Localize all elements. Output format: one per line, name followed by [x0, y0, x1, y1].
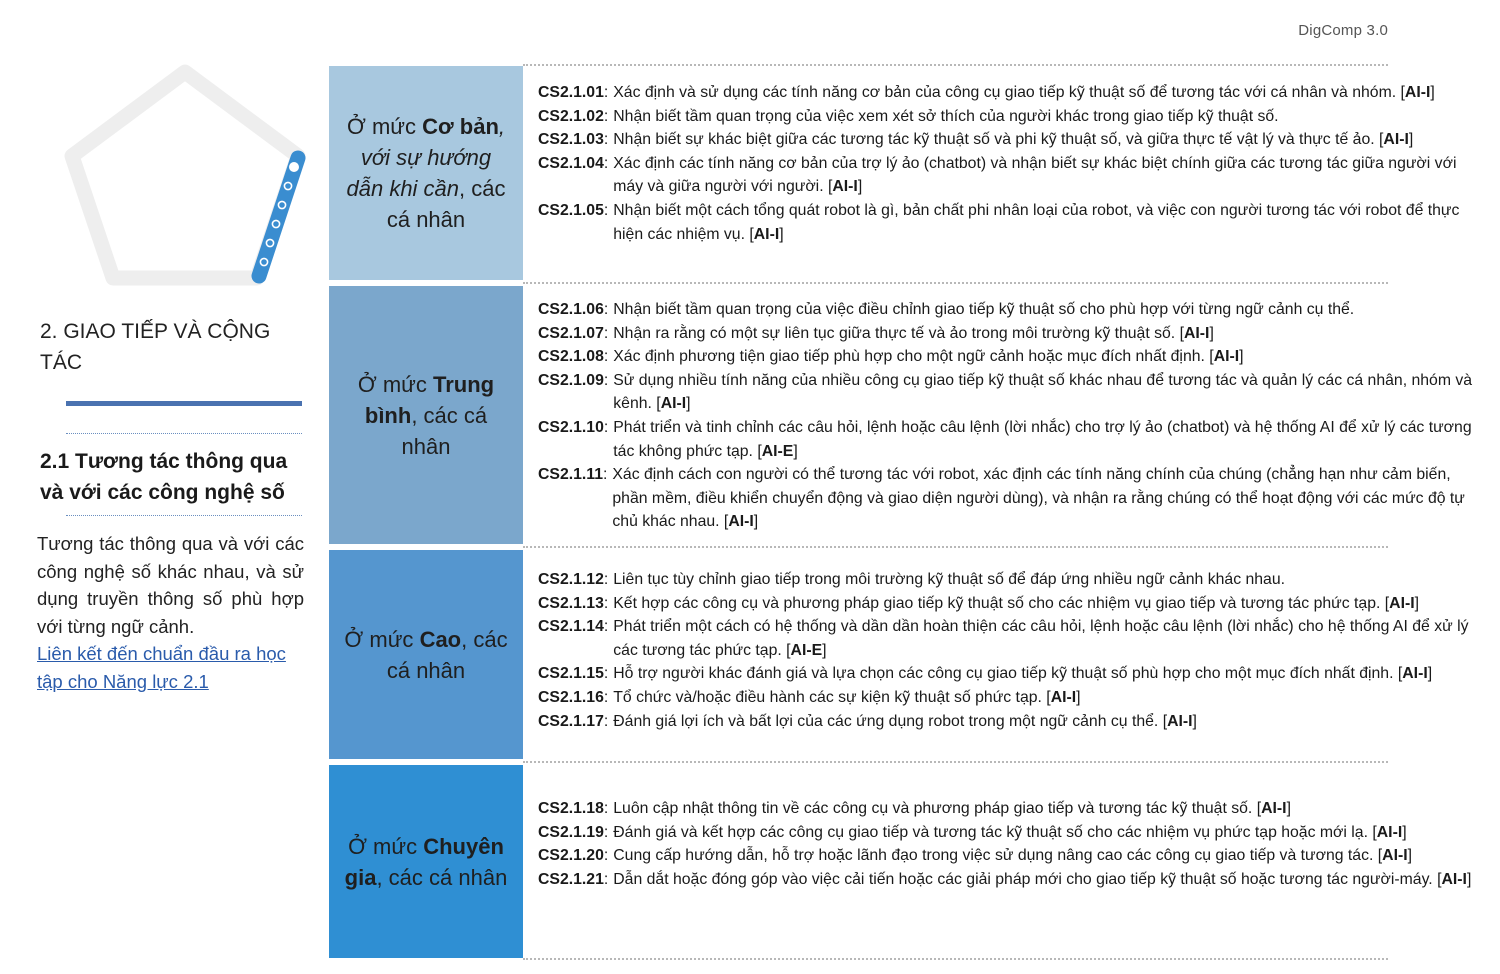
outcome-code: CS2.1.20 [538, 847, 604, 865]
outcome-text: Cung cấp hướng dẫn, hỗ trợ hoặc lãnh đạo trong việc sử dụng nâng cao các công cụ giao tiếp và tương tác. [AI-I] [613, 847, 1412, 865]
outcome-text: Hỗ trợ người khác đánh giá và lựa chọn các công cụ giao tiếp kỹ thuật số phù hợp cho một mục đích nhất định. [AI-I] [613, 665, 1433, 683]
row-separator [523, 761, 1388, 763]
outcome-code: CS2.1.05 [538, 201, 604, 219]
ai-tag: AI-E [761, 442, 794, 460]
outcome-description: Dẫn dắt hoặc đóng góp vào việc cải tiến hoặc các giải pháp mới cho giao tiếp kỹ thuật số hoặc tương tác người-máy. [613, 870, 1433, 888]
outcome-text: Đánh giá và kết hợp các công cụ giao tiếp và tương tác kỹ thuật số cho các nhiệm vụ phức tạp hoặc mới lạ. [AI-I] [613, 823, 1407, 841]
outcome-text: Dẫn dắt hoặc đóng góp vào việc cải tiến hoặc các giải pháp mới cho giao tiếp kỹ thuật số hoặc tương tác người-máy. [AI-I] [613, 870, 1472, 888]
outcome-colon: : [603, 823, 609, 841]
outcome-description: Xác định các tính năng cơ bản của trợ lý ảo (chatbot) và nhận biết sự khác biệt chính giữa các tương tác giữa người với máy và giữa người với người. [613, 154, 1457, 196]
outcome-description: Xác định cách con người có thể tương tác với robot, xác định các tính năng chính của chúng (chẳng hạn như cảm biến, phần mềm, điều khiển chuyển động và giao diện người dùng), và nhận ra rằng chúng có thể hoạt động với các mức độ tự chủ khác nhau. [612, 466, 1465, 531]
outcome-code: CS2.1.18 [538, 800, 604, 817]
ai-tag: AI-I [1183, 324, 1210, 342]
outcome-text: Luôn cập nhật thông tin về các công cụ và phương pháp giao tiếp và tương tác kỹ thuật số. [AI-I] [613, 800, 1291, 817]
outcome-colon: : [603, 201, 609, 219]
ai-tag: AI-I [1382, 847, 1408, 865]
outcome-text: Xác định phương tiện giao tiếp phù hợp cho một ngữ cảnh hoặc mục đích nhất định. [AI-I] [613, 348, 1244, 366]
dotted-divider-bottom [66, 515, 302, 516]
outcome-text [608, 298, 1488, 322]
outcome-text: Xác định các tính năng cơ bản của trợ lý ảo (chatbot) và nhận biết sự khác biệt chính giữa các tương tác giữa người với máy và giữa người với người. [AI-I] [613, 154, 1457, 196]
learning-outcomes-link[interactable]: Liên kết đến chuẩn đầu ra học tập cho Năng lực 2.1 [37, 643, 286, 692]
outcome-item [538, 568, 1488, 592]
outcome-colon: : [603, 800, 609, 817]
ai-tag: AI-I [1404, 84, 1431, 101]
ai-tag: AI-I [1402, 665, 1428, 683]
outcome-description: Đánh giá lợi ích và bất lợi của các ứng dụng robot trong một ngữ cảnh cụ thể. [613, 712, 1159, 730]
outcome-colon: : [603, 154, 609, 172]
outcome-text: Nhận biết một cách tổng quát robot là gì, bản chất phi nhân loại của robot, và việc con người tương tác với robot để thực hiện các nhiệm vụ. [AI-I] [613, 201, 1460, 243]
outcome-description: Cung cấp hướng dẫn, hỗ trợ hoặc lãnh đạo trong việc sử dụng nâng cao các công cụ giao tiếp và tương tác. [613, 847, 1374, 865]
outcome-item [538, 686, 1488, 710]
row-separator [523, 546, 1388, 548]
level-prefix: Ở mức [346, 114, 423, 139]
outcome-description: Xác định và sử dụng các tính năng cơ bản của công cụ giao tiếp kỹ thuật số để tương tác với cá nhân và nhóm. [613, 84, 1397, 101]
outcome-item [538, 298, 1488, 322]
brand-label: DigComp 3.0 [1298, 22, 1388, 39]
outcome-description: Hỗ trợ người khác đánh giá và lựa chọn các công cụ giao tiếp kỹ thuật số phù hợp cho một mục đích nhất định. [613, 665, 1394, 683]
level-suffix: , các cá nhân [386, 626, 508, 683]
outcome-code: CS2.1.21 [538, 870, 604, 888]
dotted-divider-top [66, 433, 302, 434]
outcome-text: Tổ chức và/hoặc điều hành các sự kiện kỹ thuật số phức tạp. [AI-I] [613, 688, 1081, 706]
area-divider [66, 401, 302, 406]
outcome-description: Kết hợp các công cụ và phương pháp giao tiếp kỹ thuật số cho các nhiệm vụ giao tiếp và tương tác phức tạp. [613, 594, 1381, 612]
outcome-text: Sử dụng nhiều tính năng của nhiều công cụ giao tiếp kỹ thuật số khác nhau để tương tác và quản lý các cá nhân, nhóm và kênh. [AI-I] [613, 371, 1473, 413]
outcome-description: Sử dụng nhiều tính năng của nhiều công cụ giao tiếp kỹ thuật số khác nhau để tương tác và quản lý các cá nhân, nhóm và kênh. [613, 371, 1473, 413]
level-name: Trung bình [364, 371, 495, 428]
outcome-colon: : [603, 594, 609, 612]
outcome-description: Nhận biết sự khác biệt giữa các tương tác kỹ thuật số và phi kỹ thuật số, và giữa thực tế vật lý và thực tế ảo. [613, 131, 1375, 149]
level-label-advanced [329, 550, 523, 759]
outcomes-expert [538, 797, 1488, 891]
outcome-colon: : [603, 712, 609, 730]
outcome-colon: : [603, 870, 609, 888]
competence-description-text: Tương tác thông qua và với các công nghệ số khác nhau, và sử dụng truyền thông số phù hợp với từng ngữ cảnh. [37, 533, 304, 637]
outcomes-advanced [538, 568, 1488, 733]
row-separator [523, 958, 1388, 960]
outcomes-basic [538, 81, 1488, 246]
outcome-code: CS2.1.01 [538, 84, 604, 101]
outcome-item [538, 105, 1488, 129]
outcome-text: Kết hợp các công cụ và phương pháp giao tiếp kỹ thuật số cho các nhiệm vụ giao tiếp và tương tác phức tạp. [AI-I] [613, 594, 1419, 612]
outcome-description: Luôn cập nhật thông tin về các công cụ và phương pháp giao tiếp và tương tác kỹ thuật số. [613, 800, 1253, 817]
level-prefix: Ở mức [357, 371, 434, 397]
outcome-item [538, 821, 1488, 845]
ai-tag: AI-I [1441, 870, 1467, 888]
outcome-description: Đánh giá và kết hợp các công cụ giao tiếp và tương tác kỹ thuật số cho các nhiệm vụ phức tạp hoặc mới lạ. [613, 823, 1368, 841]
row-separator [523, 282, 1388, 284]
outcome-code: CS2.1.02 [538, 107, 604, 125]
outcome-item [538, 369, 1488, 416]
ai-tag: AI-I [1213, 348, 1240, 366]
level-label-basic [329, 66, 523, 280]
outcome-text: Xác định và sử dụng các tính năng cơ bản của công cụ giao tiếp kỹ thuật số để tương tác với cá nhân và nhóm. [AI-I] [613, 84, 1435, 101]
level-label-expert [329, 765, 523, 958]
outcome-code: CS2.1.11 [538, 466, 603, 484]
outcome-description: Phát triển một cách có hệ thống và dần dần hoàn thiện các câu hỏi, lệnh hoặc câu lệnh (lời nhắc) cho hệ thống AI để xử lý các tương tác phức tạp. [613, 618, 1469, 659]
area-title: 2. GIAO TIẾP VÀ CỘNG TÁC [40, 320, 271, 374]
outcomes-intermediate [538, 298, 1488, 534]
outcome-item [538, 152, 1488, 199]
outcome-colon: : [603, 466, 608, 484]
outcome-item [538, 710, 1488, 734]
outcome-item [538, 463, 1488, 534]
outcome-description: Nhận ra rằng có một sự liên tục giữa thực tế và ảo trong môi trường kỹ thuật số. [613, 324, 1176, 342]
outcome-colon: : [603, 618, 609, 636]
ai-tag: AI-I [1050, 688, 1077, 706]
outcome-colon: : [603, 84, 609, 101]
outcome-item [538, 128, 1488, 152]
outcome-colon: : [603, 107, 609, 125]
outcome-colon: : [603, 301, 609, 318]
row-separator [523, 64, 1388, 66]
level-label-intermediate [329, 286, 523, 544]
outcome-text [608, 568, 1488, 592]
ai-tag: AI-I [832, 178, 858, 196]
ai-tag: AI-E [790, 641, 823, 659]
outcome-text: Đánh giá lợi ích và bất lợi của các ứng dụng robot trong một ngữ cảnh cụ thể. [AI-I] [613, 712, 1197, 730]
outcome-colon: : [603, 348, 609, 366]
outcome-description: Nhận biết tầm quan trọng của việc xem xét sở thích của người khác trong giao tiếp kỹ thuật số. [613, 107, 1279, 125]
outcome-description: Nhận biết một cách tổng quát robot là gì, bản chất phi nhân loại của robot, và việc con người tương tác với robot để thực hiện các nhiệm vụ. [613, 201, 1460, 243]
competence-title: 2.1 Tương tác thông qua và với các công nghệ số [40, 450, 288, 504]
ai-tag: AI-I [1376, 823, 1403, 841]
level-name: Cao [419, 626, 462, 652]
outcome-description: Tổ chức và/hoặc điều hành các sự kiện kỹ thuật số phức tạp. [613, 688, 1042, 706]
level-suffix: , các cá nhân [376, 864, 508, 890]
outcome-colon: : [603, 131, 609, 149]
outcome-colon: : [603, 847, 609, 865]
outcome-item [538, 615, 1488, 662]
ai-tag: AI-I [660, 395, 687, 413]
outcome-text: Phát triển một cách có hệ thống và dần dần hoàn thiện các câu hỏi, lệnh hoặc câu lệnh (lời nhắc) cho hệ thống AI để xử lý các tương tác phức tạp. [AI-E] [613, 618, 1469, 659]
outcome-code: CS2.1.13 [538, 594, 604, 612]
outcome-code: CS2.1.03 [538, 131, 604, 149]
ai-tag: AI-I [1261, 800, 1287, 817]
outcome-code: CS2.1.04 [538, 154, 604, 172]
outcome-code: CS2.1.14 [538, 618, 604, 636]
outcome-item [538, 662, 1488, 686]
level-suffix: , các cá nhân [401, 402, 488, 459]
outcome-text: Xác định cách con người có thể tương tác với robot, xác định các tính năng chính của chúng (chẳng hạn như cảm biến, phần mềm, điều khiển chuyển động và giao diện người dùng), và nhận ra rằng chúng có thể hoạt động với các mức độ tự chủ khác nhau. [AI-I] [612, 466, 1465, 531]
ai-tag: AI-I [753, 225, 780, 243]
outcome-text [608, 105, 1488, 129]
outcome-colon: : [603, 571, 609, 588]
outcome-code: CS2.1.10 [538, 418, 604, 436]
outcome-code: CS2.1.17 [538, 712, 604, 730]
outcome-item [538, 592, 1488, 616]
outcome-text: Phát triển và tinh chỉnh các câu hỏi, lệnh hoặc câu lệnh (lời nhắc) cho trợ lý ảo (chatbot) và hệ thống AI để xử lý các tương tác không phức tạp. [AI-E] [613, 418, 1472, 460]
outcome-item [538, 868, 1488, 892]
outcome-colon: : [603, 665, 609, 683]
outcome-description: Nhận biết tầm quan trọng của việc điều chỉnh giao tiếp kỹ thuật số cho phù hợp với từng ngữ cảnh cụ thể. [613, 301, 1355, 318]
outcome-text: Nhận biết sự khác biệt giữa các tương tác kỹ thuật số và phi kỹ thuật số, và giữa thực tế vật lý và thực tế ảo. [AI-I] [613, 131, 1414, 149]
outcome-colon: : [603, 324, 609, 342]
outcome-code: CS2.1.16 [538, 688, 604, 706]
outcome-description: Liên tục tùy chỉnh giao tiếp trong môi trường kỹ thuật số để đáp ứng nhiều ngữ cảnh khác nhau. [613, 571, 1286, 588]
outcome-item [538, 844, 1488, 868]
outcome-code: CS2.1.09 [538, 371, 604, 389]
outcome-colon: : [603, 688, 609, 706]
level-name: Cơ bản [422, 114, 499, 139]
level-name: Chuyên gia [344, 833, 504, 890]
outcome-code: CS2.1.12 [538, 571, 604, 588]
outcome-colon: : [603, 418, 609, 436]
outcome-code: CS2.1.07 [538, 324, 604, 342]
outcome-colon: : [603, 371, 609, 389]
ai-tag: AI-I [728, 513, 754, 531]
level-guidance-note: , với sự hướng dẫn khi cần [346, 114, 506, 201]
ai-tag: AI-I [1383, 131, 1409, 149]
outcome-code: CS2.1.19 [538, 823, 604, 841]
outcome-item [538, 322, 1488, 346]
level-prefix: Ở mức [348, 833, 424, 859]
outcome-item [538, 81, 1488, 105]
outcome-description: Phát triển và tinh chỉnh các câu hỏi, lệnh hoặc câu lệnh (lời nhắc) cho trợ lý ảo (chatbot) và hệ thống AI để xử lý các tương tác không phức tạp. [613, 418, 1472, 460]
outcome-code: CS2.1.08 [538, 348, 604, 366]
outcome-item [538, 416, 1488, 463]
outcome-item [538, 797, 1488, 821]
level-prefix: Ở mức [344, 626, 420, 652]
competence-description [37, 530, 304, 695]
outcome-description: Xác định phương tiện giao tiếp phù hợp cho một ngữ cảnh hoặc mục đích nhất định. [613, 348, 1205, 366]
outcome-item [538, 199, 1488, 246]
ai-tag: AI-I [1389, 594, 1415, 612]
competence-area-pentagon-icon [60, 62, 310, 292]
level-suffix: , các cá nhân [386, 176, 506, 232]
ai-tag: AI-I [1167, 712, 1193, 730]
outcome-code: CS2.1.06 [538, 301, 604, 318]
outcome-code: CS2.1.15 [538, 665, 604, 683]
outcome-item [538, 345, 1488, 369]
outcome-text: Nhận ra rằng có một sự liên tục giữa thực tế và ảo trong môi trường kỹ thuật số. [AI-I] [613, 324, 1214, 342]
